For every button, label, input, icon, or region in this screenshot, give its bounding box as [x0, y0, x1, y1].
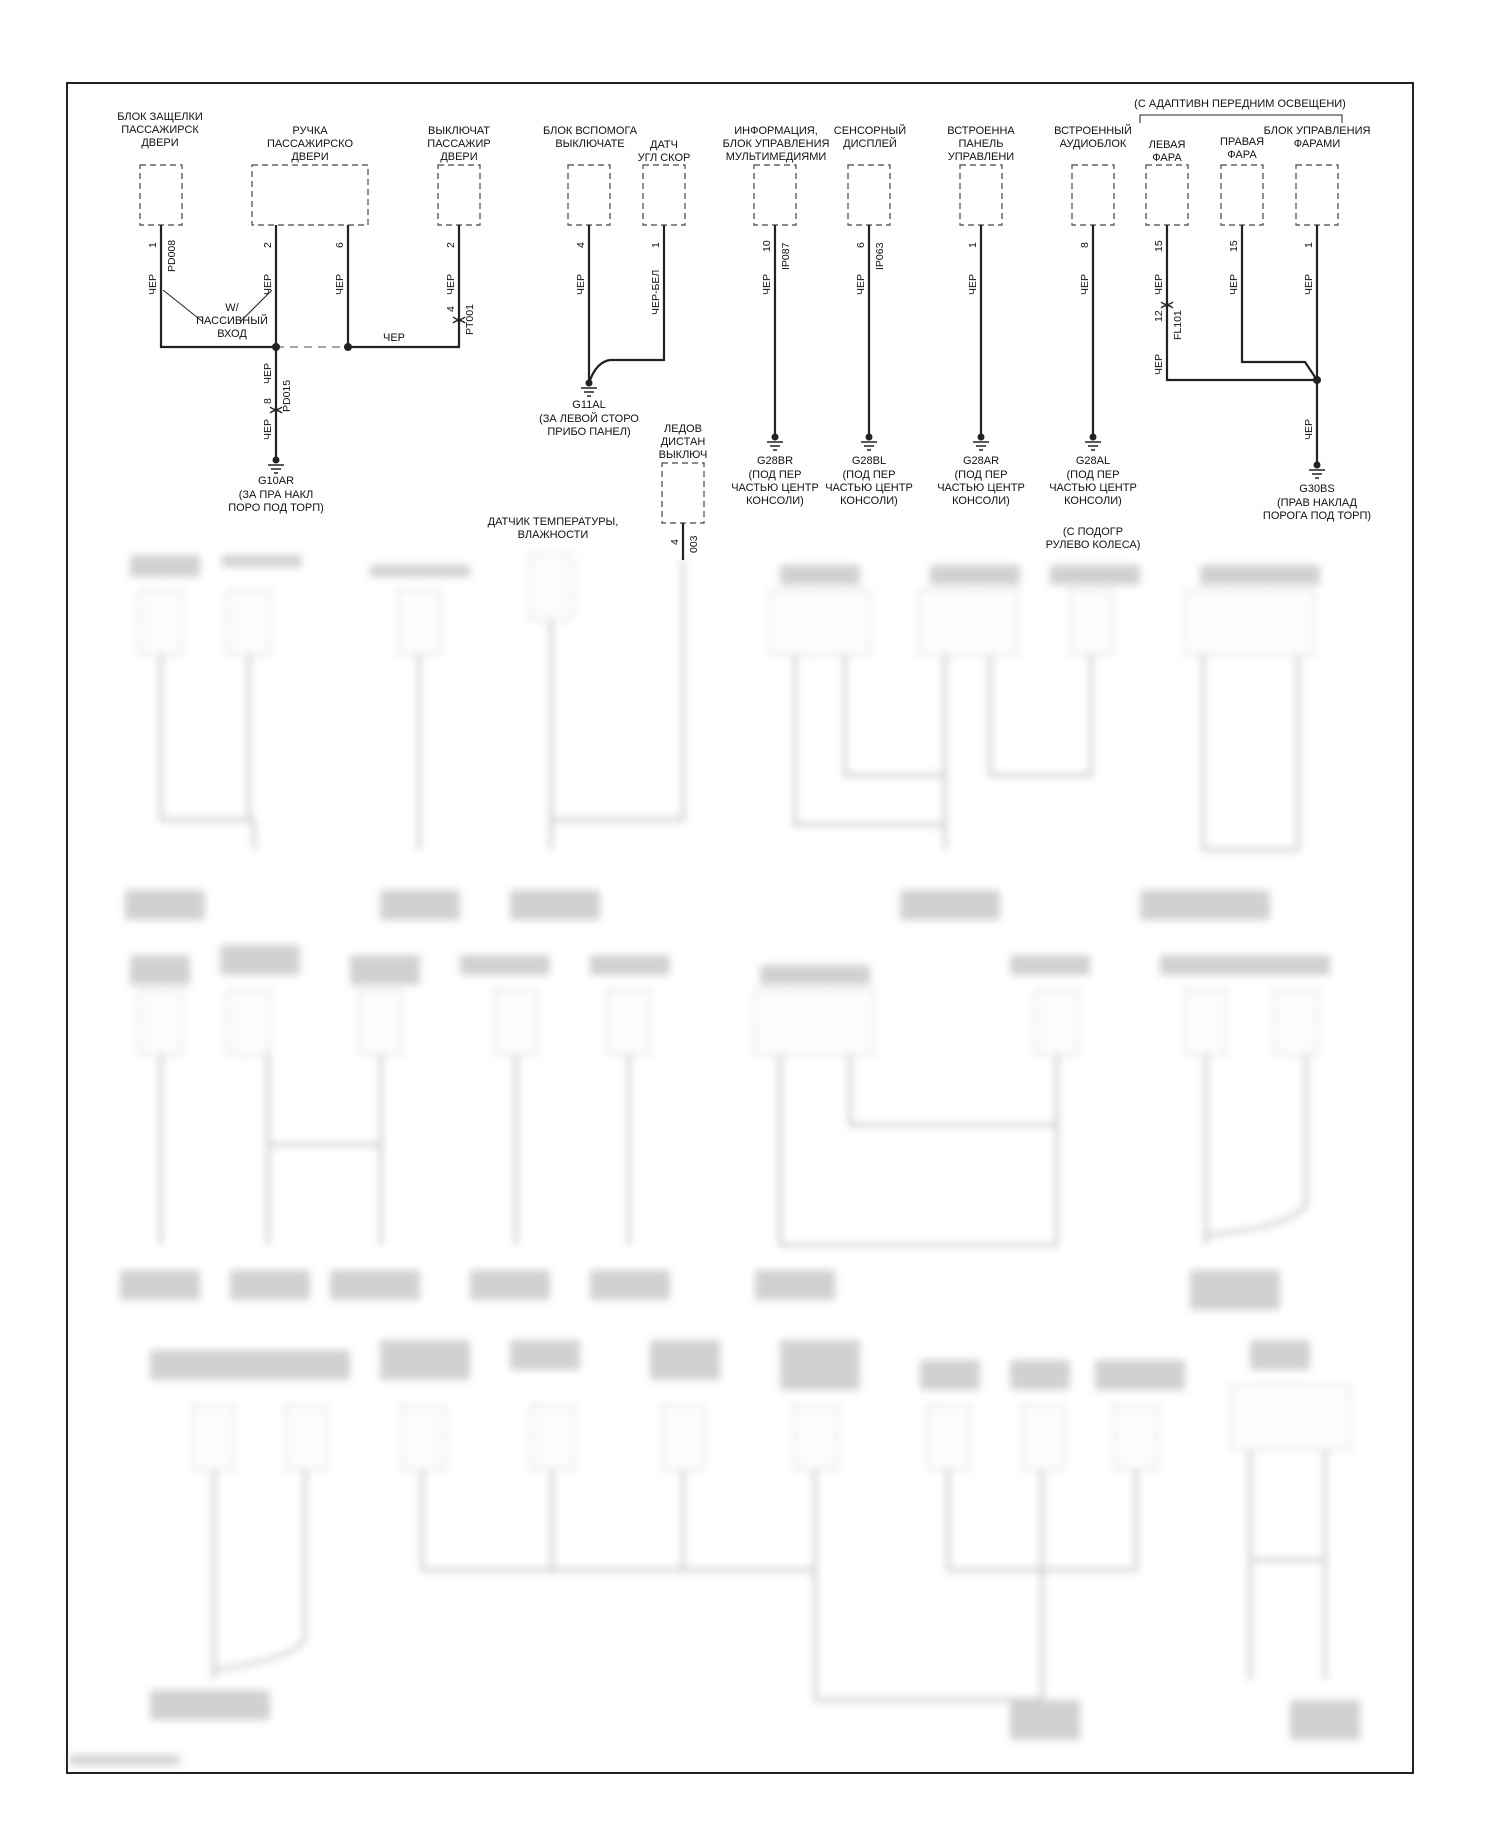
label-line: ФАРА — [1227, 149, 1257, 161]
wire-color-touch: ЧЕР — [855, 273, 867, 295]
label-line: ПАНЕЛЬ — [958, 138, 1004, 150]
pin-aux: 4 — [575, 242, 587, 248]
label-line: КОНСОЛИ) — [840, 495, 898, 507]
infotainment-box — [754, 165, 796, 225]
adaptive-note: (С АДАПТИВН ПЕРЕДНИМ ОСВЕЩЕНИ) — [1134, 98, 1346, 110]
pin-pt001: 4 — [445, 306, 457, 312]
label-line: ЛЕВАЯ — [1148, 139, 1186, 151]
label-line: ФАРА — [1152, 152, 1182, 164]
infotainment-label — [723, 125, 830, 163]
label-line: (ПРАВ НАКЛАД — [1277, 497, 1357, 509]
ground-g10ar-id: G10AR — [257, 475, 295, 487]
label-line: (ПОД ПЕР — [1066, 469, 1120, 481]
pin-rh: 15 — [1228, 240, 1240, 252]
label-line: (ЗА ПРА НАКЛ — [238, 489, 314, 501]
label-line: КОНСОЛИ) — [952, 495, 1010, 507]
wire-color-pd015-top: ЧЕР — [262, 362, 274, 384]
wire-color-link: ЧЕР — [382, 332, 406, 344]
window-switch-box — [438, 165, 480, 225]
label-line: КОНСОЛИ) — [746, 495, 804, 507]
ground-g28br-symbol — [767, 434, 783, 451]
ground-g30bs-id: G30BS — [1299, 483, 1335, 495]
splice-3 — [1313, 376, 1321, 384]
pin-touch: 6 — [855, 242, 867, 248]
label-line: ПОРОГА ПОД ТОРП) — [1262, 510, 1372, 522]
pin-led: 4 — [669, 539, 681, 545]
left-headlamp-label — [1149, 139, 1186, 164]
pin-angle: 1 — [650, 242, 662, 248]
conn-led: 003 — [688, 535, 700, 553]
wire-color-hctrl: ЧЕР — [1303, 273, 1315, 295]
pin-switch: 2 — [445, 242, 457, 248]
pin-handle-b: 6 — [334, 242, 346, 248]
pin-handle-a: 2 — [262, 242, 274, 248]
label-line: СЕНСОРНЫЙ — [833, 125, 907, 137]
label-line: БЛОК УПРАВЛЕНИЯ — [722, 138, 830, 150]
conn-ip087: IP087 — [780, 242, 792, 270]
label-line: ДВЕРИ — [291, 151, 329, 163]
heated-wheel-note — [1046, 526, 1141, 551]
label-line: БЛОК УПРАВЛЕНИЯ — [1263, 125, 1371, 137]
label-line: ЧАСТЬЮ ЦЕНТР — [937, 482, 1025, 494]
pin-pd015: 8 — [262, 398, 274, 404]
pin-panel: 1 — [967, 242, 979, 248]
audio-unit-label — [1054, 124, 1132, 150]
ground-g28br-desc — [731, 469, 819, 507]
touch-display-label — [834, 124, 906, 150]
wire-color-lh-bot: ЧЕР — [1153, 353, 1165, 375]
aux-switch-block-box — [568, 165, 610, 225]
ground-g28bl-symbol — [861, 434, 877, 451]
ground-g30bs-desc — [1263, 497, 1371, 522]
pin-hctrl: 1 — [1303, 242, 1315, 248]
control-panel-label — [947, 125, 1015, 163]
label-line: ФАРАМИ — [1293, 138, 1341, 150]
label-line: (ЗА ЛЕВОЙ СТОРО — [539, 413, 639, 425]
label-line: ДИСТАН — [660, 436, 706, 448]
label-line: ВСТРОЕННЫЙ — [1054, 125, 1132, 137]
left-headlamp-box — [1146, 165, 1188, 225]
label-line: ПРАВАЯ — [1219, 136, 1265, 148]
label-line: (ПОД ПЕР — [842, 469, 896, 481]
label-line: ПАССАЖИР — [427, 138, 491, 150]
wire-color-rh: ЧЕР — [1228, 273, 1240, 295]
label-line: РУЛЕВО КОЛЕСА) — [1045, 539, 1141, 551]
ground-g10ar-desc — [228, 489, 324, 514]
label-line: ПАССАЖИРСК — [121, 124, 199, 136]
pin-info: 10 — [761, 240, 773, 252]
touch-display-box — [848, 165, 890, 225]
pin-fl101: 12 — [1153, 310, 1165, 322]
wire-color-latch: ЧЕР — [147, 273, 159, 295]
label-line: ВСТРОЕННА — [947, 125, 1015, 137]
label-line: (С ПОДОГР — [1062, 526, 1124, 538]
temp-humidity-label — [488, 516, 619, 541]
wire-color-handle-a: ЧЕР — [262, 273, 274, 295]
right-headlamp-box — [1221, 165, 1263, 225]
label-line: ПАССАЖИРСКО — [266, 138, 354, 150]
wire-color-pd015-bot: ЧЕР — [262, 418, 274, 440]
label-line: ВЛАЖНОСТИ — [517, 529, 589, 541]
passive-entry-label — [196, 302, 268, 340]
label-line: УПРАВЛЕНИ — [947, 151, 1015, 163]
label-line: МУЛЬТИМЕДИЯМИ — [725, 151, 827, 163]
label-line: КОНСОЛИ) — [1064, 495, 1122, 507]
ground-g28al-symbol — [1085, 434, 1101, 451]
right-headlamp-label — [1220, 136, 1264, 161]
ground-g28br-id: G28BR — [756, 455, 794, 467]
label-line: (ПОД ПЕР — [954, 469, 1008, 481]
ground-g28al-id: G28AL — [1075, 455, 1111, 467]
label-line: ДВЕРИ — [440, 151, 478, 163]
ground-g30bs-symbol — [1309, 462, 1325, 479]
label-line: ВХОД — [217, 328, 247, 340]
wire-switch — [348, 225, 459, 347]
conn-ip063: IP063 — [874, 242, 886, 270]
label-line: W/ — [225, 302, 239, 314]
ground-g11al-id: G11AL — [572, 399, 606, 411]
wire-color-switch: ЧЕР — [445, 273, 457, 295]
wire-color-aux: ЧЕР — [575, 273, 587, 295]
wire-color-audio: ЧЕР — [1079, 273, 1091, 295]
label-line: ВЫКЛЮЧ — [658, 449, 708, 461]
angle-sensor-label — [638, 139, 691, 164]
label-line: (ПОД ПЕР — [748, 469, 802, 481]
splice-2 — [344, 343, 352, 351]
headlamp-ctrl-box — [1296, 165, 1338, 225]
conn-pt001: PT001 — [464, 304, 476, 335]
label-line: ВЫКЛЮЧАТЕ — [555, 138, 625, 150]
label-line: ДАТЧИК ТЕМПЕРАТУРЫ, — [487, 516, 619, 528]
adaptive-bracket — [1140, 115, 1342, 123]
ground-g28al-desc — [1049, 469, 1137, 507]
label-line: ЧАСТЬЮ ЦЕНТР — [1049, 482, 1137, 494]
control-panel-box — [960, 165, 1002, 225]
pin-audio: 8 — [1079, 242, 1091, 248]
door-handle-label — [267, 125, 353, 163]
wire-color-angle: ЧЕР-БЕЛ — [650, 269, 662, 315]
blurred-lower-diagram — [70, 555, 1360, 1765]
ground-g11al-symbol — [581, 380, 597, 397]
label-line: БЛОК ЗАЩЕЛКИ — [117, 111, 203, 123]
led-remote-box — [662, 463, 704, 523]
ground-g28ar-symbol — [973, 434, 989, 451]
label-line: ИНФОРМАЦИЯ, — [734, 125, 818, 137]
label-line: ПАССИВНЫЙ — [196, 315, 268, 327]
label-line: УГЛ СКОР — [637, 152, 691, 164]
pin-lh: 15 — [1153, 240, 1165, 252]
door-handle-box — [252, 165, 368, 225]
ground-g11al-desc — [539, 412, 639, 438]
label-line: ЧАСТЬЮ ЦЕНТР — [731, 482, 819, 494]
headlamp-ctrl-label — [1264, 125, 1371, 150]
audio-unit-box — [1072, 165, 1114, 225]
splice-1 — [272, 343, 280, 351]
label-line: ДВЕРИ — [141, 137, 179, 149]
wire-color-panel: ЧЕР — [967, 273, 979, 295]
label-line: ВЫКЛЮЧАТ — [428, 125, 490, 137]
wire-color-handle-b: ЧЕР — [334, 273, 346, 295]
ground-g28ar-id: G28AR — [962, 455, 1000, 467]
label-line: ЧАСТЬЮ ЦЕНТР — [825, 482, 913, 494]
label-line: ДАТЧ — [650, 139, 678, 151]
label-line: БЛОК ВСПОМОГА — [542, 125, 638, 137]
wire-color-lh: ЧЕР — [1153, 273, 1165, 295]
wire-color-info: ЧЕР — [761, 273, 773, 295]
angle-sensor-box — [643, 165, 685, 225]
conn-pd008: PD008 — [166, 239, 178, 272]
ground-g10ar-symbol — [268, 457, 284, 474]
conn-fl101: FL101 — [1172, 310, 1184, 340]
label-line: ПОРО ПОД ТОРП) — [228, 502, 324, 514]
label-line: ЛЕДОВ — [664, 423, 702, 435]
label-line: ПРИБО ПАНЕЛ) — [547, 426, 631, 438]
aux-switch-block-label — [543, 125, 638, 150]
wire-color-hctrl-bot: ЧЕР — [1303, 418, 1315, 440]
label-line: РУЧКА — [292, 125, 328, 137]
diagram-frame — [67, 83, 1413, 1773]
pin-latch: 1 — [147, 242, 159, 248]
window-switch-label — [427, 125, 490, 163]
ground-g28bl-id: G28BL — [851, 455, 887, 467]
ground-g28bl-desc — [825, 469, 913, 507]
door-latch-box — [140, 165, 182, 225]
door-latch-label — [117, 111, 203, 149]
led-remote-label — [659, 423, 708, 461]
ground-g28ar-desc — [937, 469, 1025, 507]
conn-pd015: PD015 — [281, 379, 293, 412]
label-line: ДИСПЛЕЙ — [843, 138, 897, 150]
label-line: АУДИОБЛОК — [1059, 138, 1127, 150]
